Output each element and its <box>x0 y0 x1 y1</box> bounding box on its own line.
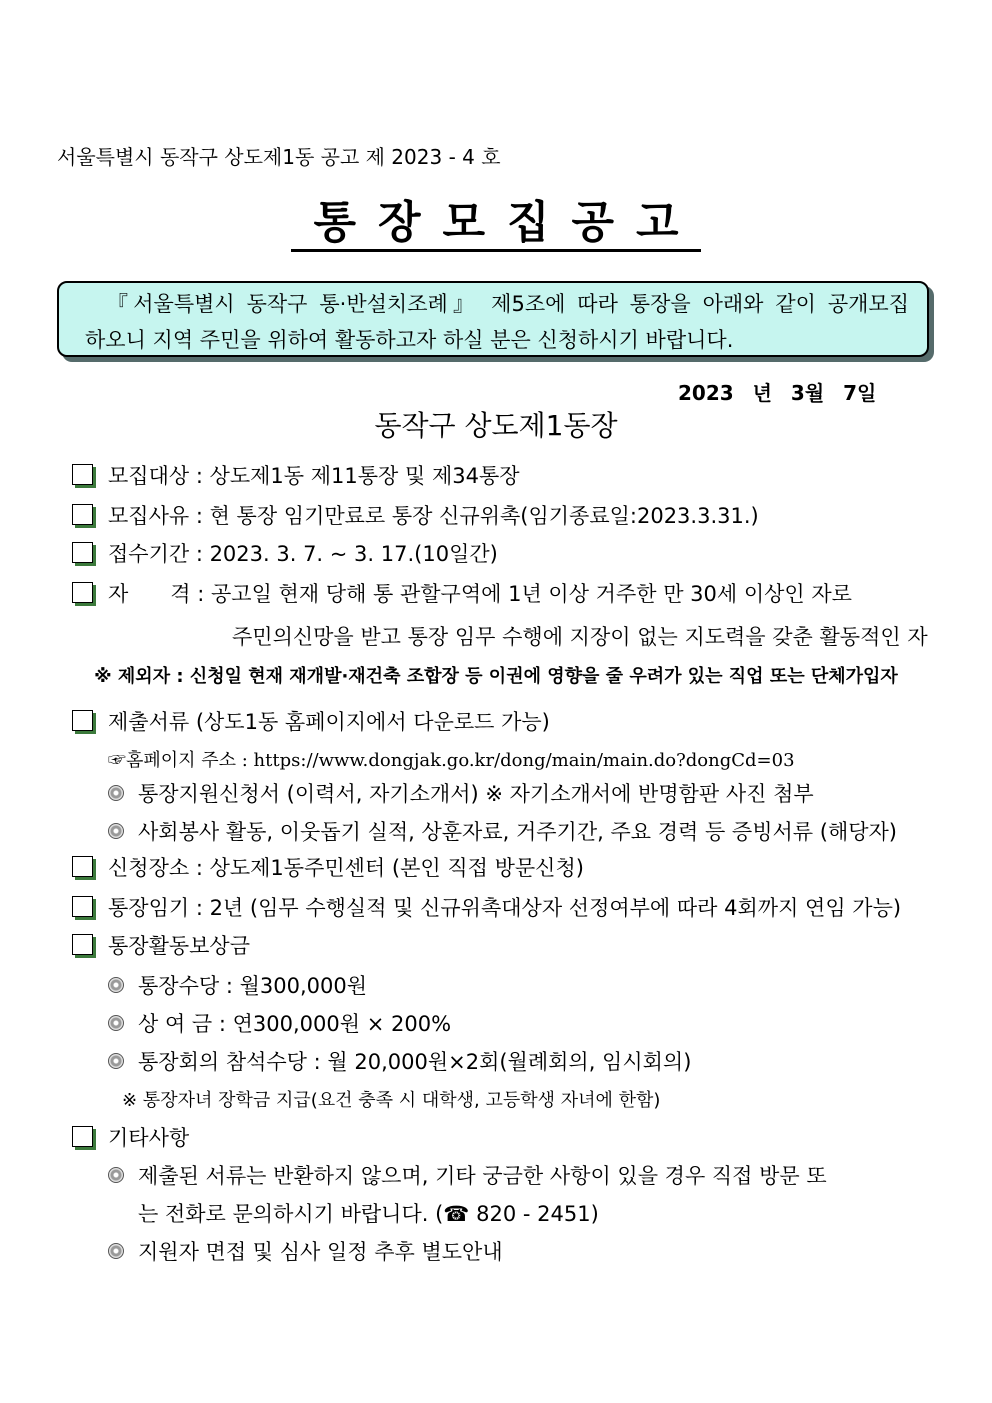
scholarship-note: ※ 통장자녀 장학금 지급(요건 충족 시 대학생, 고등학생 자녀에 한함) <box>122 1090 661 1111</box>
bullet-icon <box>108 1243 124 1259</box>
checkbox-icon <box>72 542 93 563</box>
issuer: 동작구 상도제1동장 <box>374 409 618 442</box>
checkbox-icon <box>72 1126 93 1147</box>
checkbox-icon <box>72 464 93 485</box>
qualification-continued: 주민의신망을 받고 통장 임무 수행에 지장이 없는 지도력을 갖춘 활동적인 자 <box>232 625 928 649</box>
section-term-text: 통장임기 : 2년 (임무 수행실적 및 신규위촉대상자 선정여부에 따라 4회까지 연임 가능) <box>108 896 902 920</box>
bullet-icon <box>108 823 124 839</box>
intro-line-1: 『서울특별시 동작구 통·반설치조례』 제5조에 따라 통장을 아래와 같이 공개모집 <box>107 292 909 316</box>
checkbox-icon <box>72 582 93 603</box>
bullet-icon <box>108 1015 124 1031</box>
checkbox-icon <box>72 934 93 955</box>
checkbox-icon <box>72 710 93 731</box>
bullet-icon <box>108 977 124 993</box>
comp-item-3-text: 통장회의 참석수당 : 월 20,000원×2회(월례회의, 임시회의) <box>138 1050 692 1074</box>
section-other-text: 기타사항 <box>108 1126 190 1150</box>
page-title-text: 통장모집공고 <box>291 197 700 252</box>
section-period-text: 접수기간 : 2023. 3. 7. ~ 3. 17.(10일간) <box>108 542 498 566</box>
page-title <box>0 186 992 250</box>
section-place-text: 신청장소 : 상도제1동주민센터 (본인 직접 방문신청) <box>108 856 584 880</box>
checkbox-icon <box>72 856 93 877</box>
section-target-text: 모집대상 : 상도제1동 제11통장 및 제34통장 <box>108 464 520 488</box>
other-item-1-continued: 는 전화로 문의하시기 바랍니다. (☎ 820 - 2451) <box>138 1202 599 1226</box>
section-qualification-text: 자 격 : 공고일 현재 당해 통 관할구역에 1년 이상 거주한 만 30세 이상인 자로 <box>108 582 852 606</box>
checkbox-icon <box>72 504 93 525</box>
bullet-icon <box>108 1053 124 1069</box>
checkbox-icon <box>72 896 93 917</box>
intro-line-2: 하오니 지역 주민을 위하여 활동하고자 하실 분은 신청하시기 바랍니다. <box>85 328 734 352</box>
section-compensation-text: 통장활동보상금 <box>108 934 251 958</box>
notice-number: 서울특별시 동작구 상도제1동 공고 제 2023 - 4 호 <box>57 145 501 169</box>
comp-item-2-text: 상 여 금 : 연300,000원 × 200% <box>138 1012 452 1036</box>
section-documents-text: 제출서류 (상도1동 홈페이지에서 다운로드 가능) <box>108 710 550 734</box>
homepage-address: ☞홈페이지 주소 : https://www.dongjak.go.kr/dong/main/main.do?dongCd=03 <box>108 750 795 771</box>
other-item-1-text: 제출된 서류는 반환하지 않으며, 기타 궁금한 사항이 있을 경우 직접 방문 또 <box>138 1164 827 1188</box>
doc-item-2-text: 사회봉사 활동, 이웃돕기 실적, 상훈자료, 거주기간, 주요 경력 등 증빙서류 (해당자) <box>138 820 897 844</box>
exclusion-note: ※ 제외자 : 신청일 현재 재개발·재건축 조합장 등 이권에 영향을 줄 우려가 있는 직업 또는 단체가입자 <box>94 666 898 687</box>
bullet-icon <box>108 1167 124 1183</box>
section-reason-text: 모집사유 : 현 통장 임기만료로 통장 신규위촉(임기종료일:2023.3.31.) <box>108 504 759 528</box>
notice-date: 2023 년 3월 7일 <box>678 381 877 405</box>
doc-item-1-text: 통장지원신청서 (이력서, 자기소개서) ※ 자기소개서에 반명함판 사진 첨부 <box>138 782 814 806</box>
comp-item-1-text: 통장수당 : 월300,000원 <box>138 974 367 998</box>
bullet-icon <box>108 785 124 801</box>
intro-box <box>57 281 929 357</box>
other-item-2-text: 지원자 면접 및 심사 일정 추후 별도안내 <box>138 1240 503 1264</box>
